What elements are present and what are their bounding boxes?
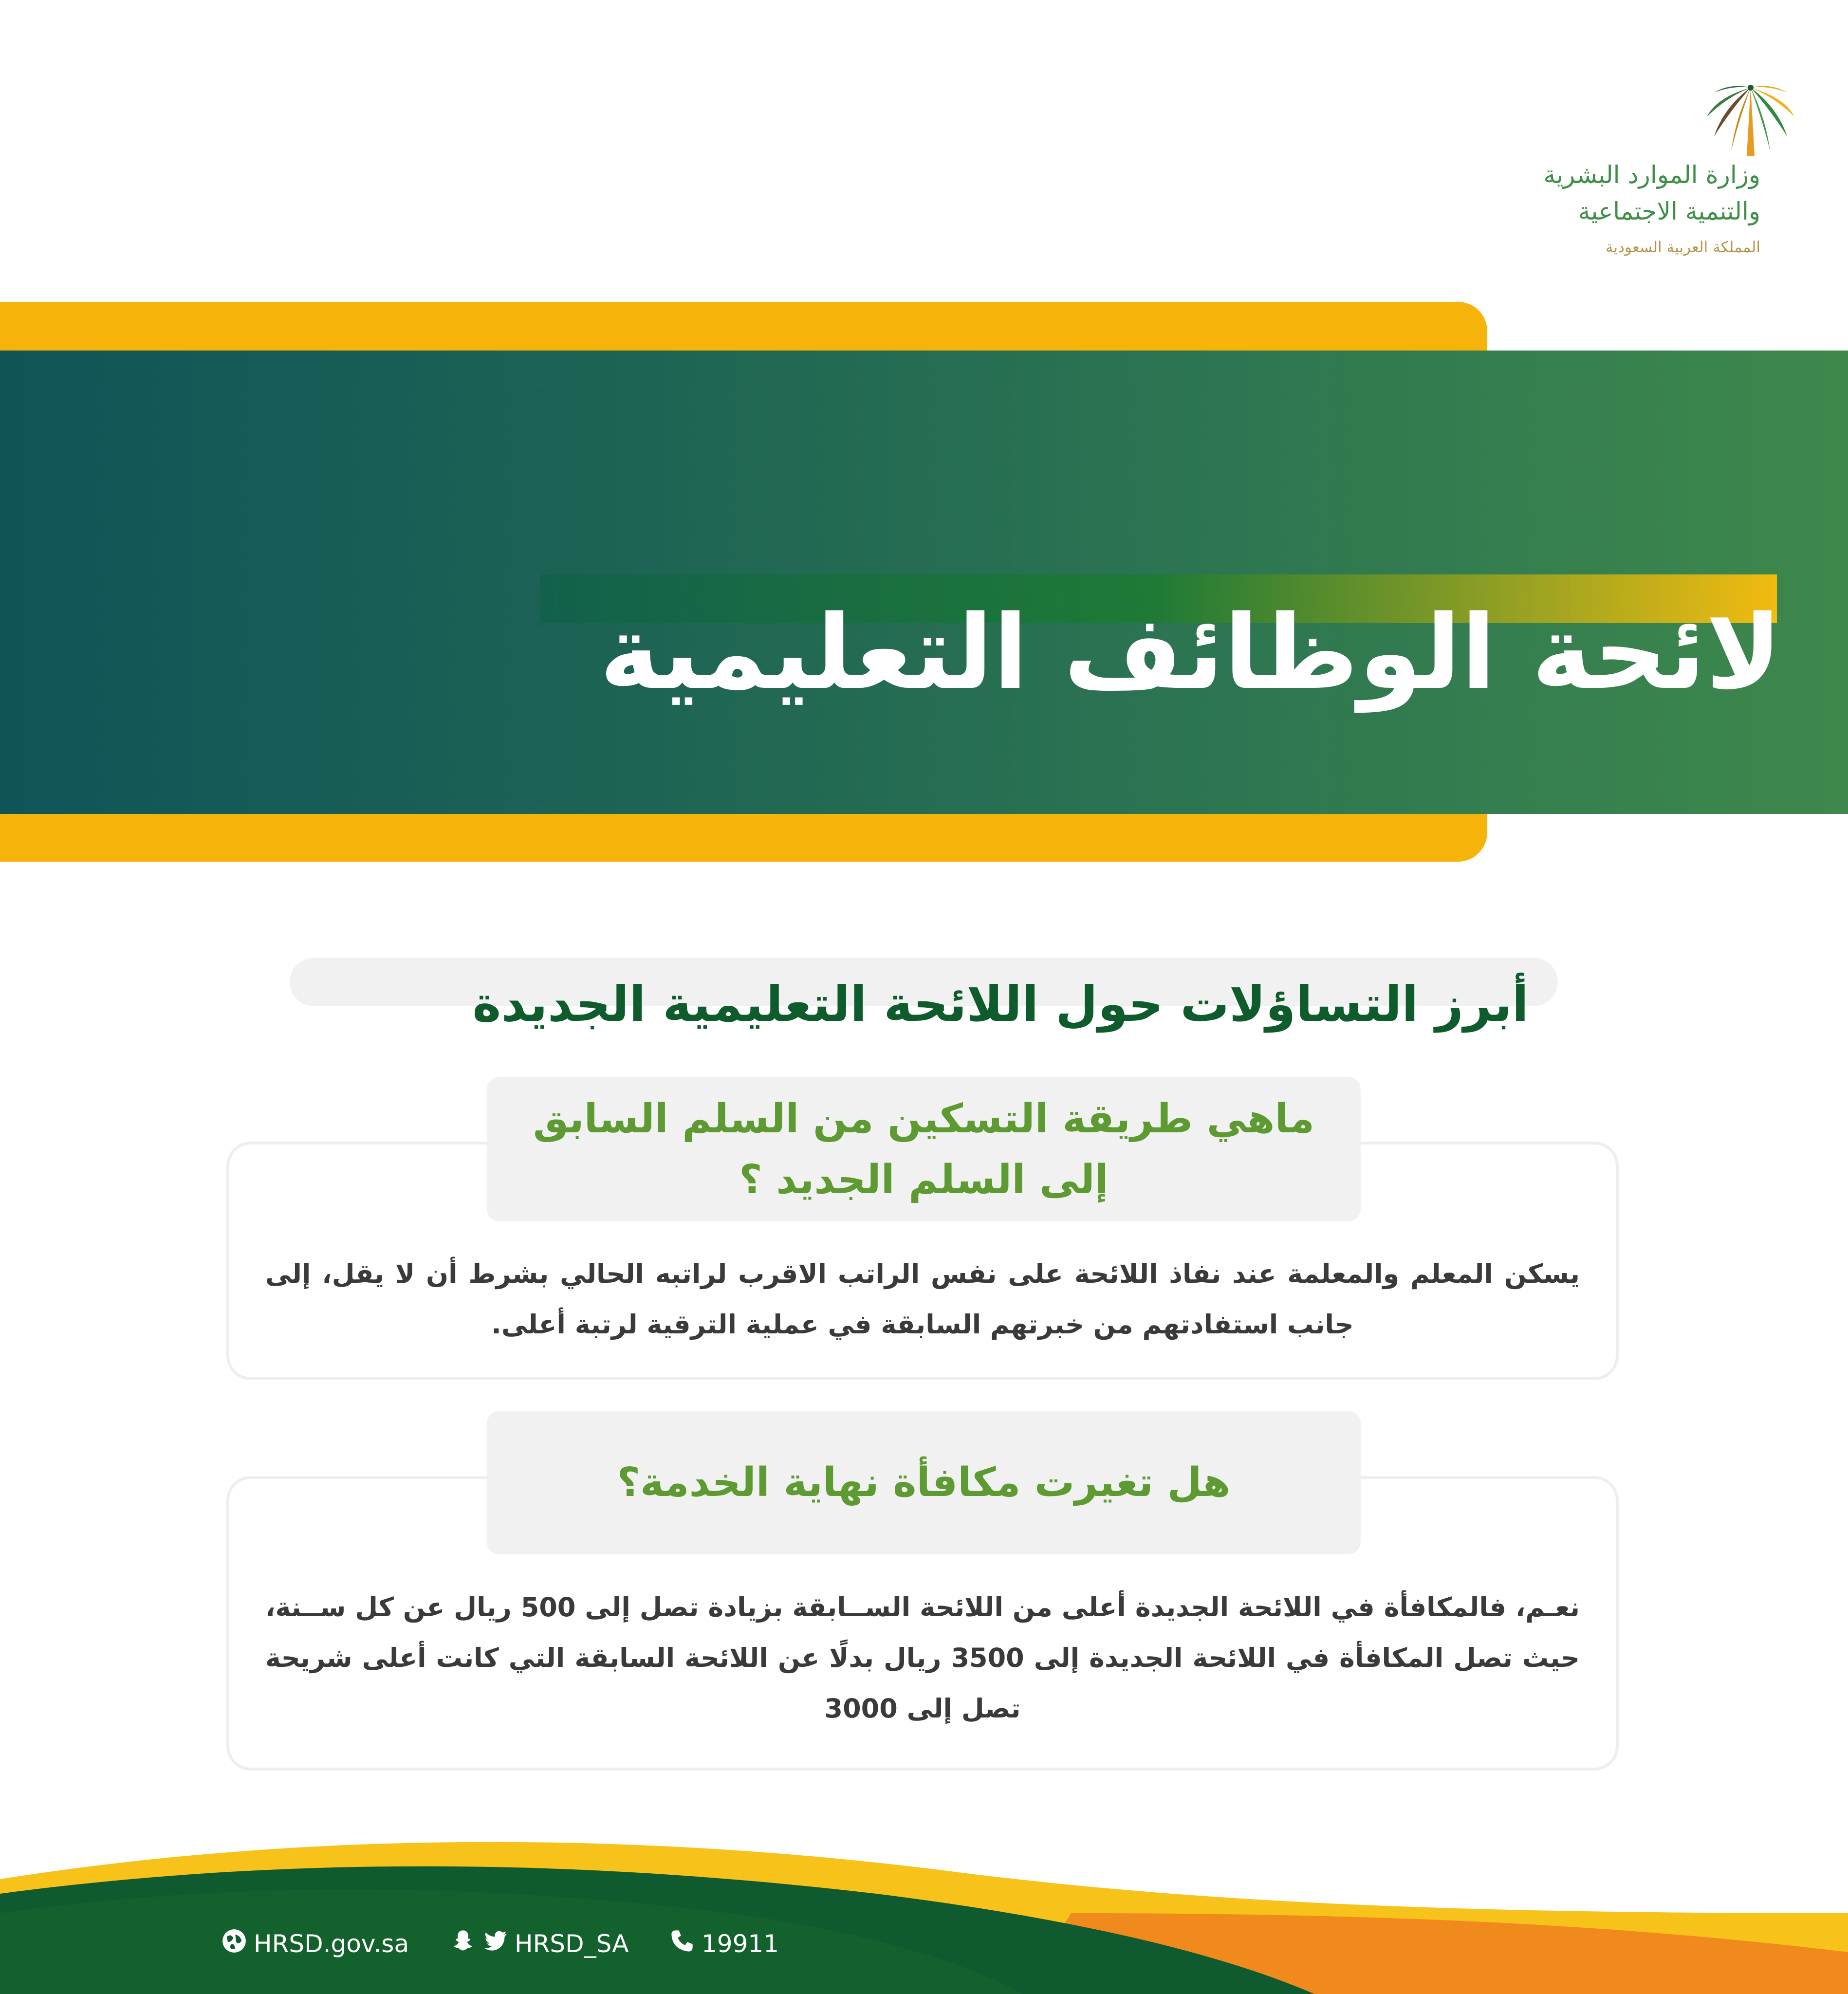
snapchat-icon: [450, 1928, 476, 1959]
phone-icon: [669, 1928, 695, 1959]
question-1-line-2: إلى السلم الجديد ؟: [739, 1156, 1109, 1203]
page-title: لائحة الوظائف التعليمية: [599, 592, 1782, 712]
logo-line-ministry: وزارة الموارد البشرية: [1543, 161, 1760, 189]
footer-website[interactable]: [222, 1927, 409, 1961]
question-box-2: [487, 1411, 1361, 1554]
question-box-1: [487, 1077, 1361, 1221]
footer-wave: [0, 1840, 1848, 1994]
answer-2: نعـم، فالمكافأة في اللائحة الجديدة أعلى من اللائحة الســابقة بزيادة تصل إلى 500 ريال عن كل ســنة، حيث تصل المكافأة في اللائحة الجديدة إلى 3500 ريال بدلًا عن اللائحة السابقة التي كانت أعلى شريحة تصل إلى 3000: [265, 1592, 1580, 1724]
section-subtitle: أبرز التساؤلات حول اللائحة التعليمية الجديدة: [472, 976, 1529, 1033]
question-1: [533, 1089, 1314, 1210]
twitter-icon: [482, 1928, 508, 1959]
footer-phone[interactable]: [669, 1927, 779, 1961]
footer-social[interactable]: [450, 1927, 628, 1961]
logo-line-development: والتنمية الاجتماعية: [1578, 197, 1760, 225]
phone-number-text: 19911: [702, 1930, 779, 1958]
question-2-line-1: هل تغيرت مكافأة نهاية الخدمة؟: [617, 1459, 1231, 1506]
answer-1: يسكن المعلم والمعلمة عند نفاذ اللائحة على نفس الراتب الاقرب لراتبه الحالي بشرط أن لا يقل، إلى جانب استفادتهم من خبرتهم السابقة في عملية الترقية لرتبة أعلى.: [265, 1258, 1580, 1340]
globe-icon: [222, 1928, 247, 1959]
ministry-logo: [1507, 0, 1848, 273]
social-handle-text: HRSD_SA: [515, 1930, 629, 1958]
question-2: [617, 1452, 1231, 1513]
website-text: HRSD.gov.sa: [254, 1930, 409, 1958]
logo-line-kingdom: المملكة العربية السعودية: [1605, 239, 1760, 256]
question-1-line-1: ماهي طريقة التسكين من السلم السابق: [533, 1095, 1315, 1142]
palm-emblem-icon: [1707, 73, 1794, 156]
